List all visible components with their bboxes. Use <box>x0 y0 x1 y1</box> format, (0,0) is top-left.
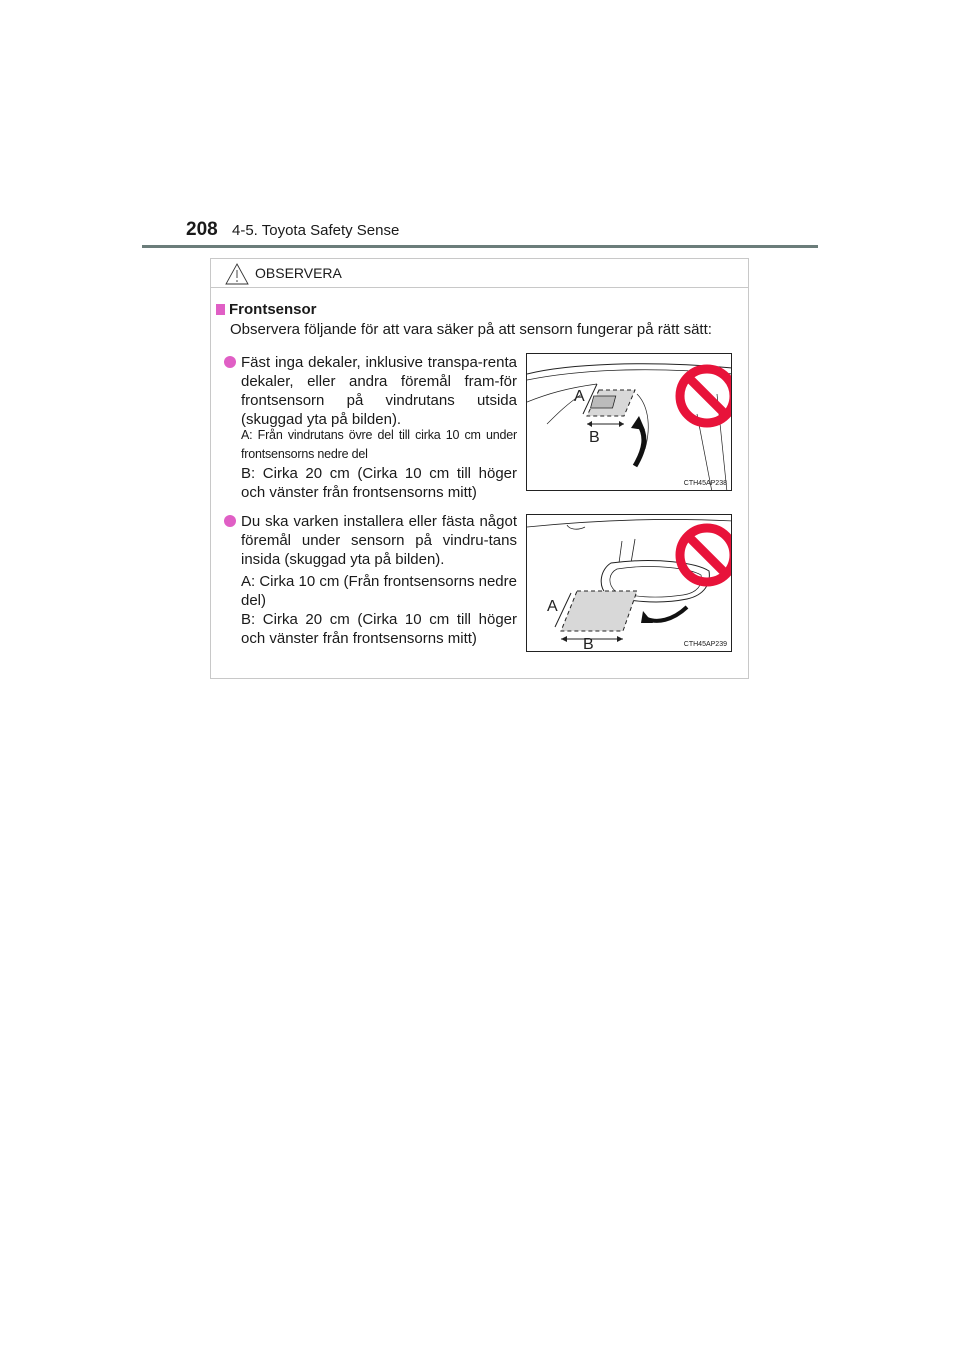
warning-triangle-icon <box>225 263 249 285</box>
caution-box <box>210 258 749 679</box>
heading-square-icon <box>216 304 225 315</box>
section-heading-text: Frontsensor <box>229 301 317 318</box>
item-text: Fäst inga dekaler, inklusive transpa-renta dekaler, eller andra föremål fram-för frontsensorn på vindrutans utsida (skuggad yta på bilden). <box>241 354 517 428</box>
section-heading <box>216 301 317 318</box>
figure-label-a: A <box>547 598 558 615</box>
caution-title: OBSERVERA <box>255 265 342 281</box>
caution-header <box>211 259 748 288</box>
figure-code: CTH45AP238 <box>683 480 727 487</box>
section-title: 4-5. Toyota Safety Sense <box>232 222 400 239</box>
header-rule <box>142 245 818 248</box>
figure-exterior-windshield <box>526 353 732 491</box>
note-a: A: Cirka 10 cm (Från frontsensorns nedre del) <box>241 573 517 609</box>
bullet-icon <box>224 356 236 368</box>
figure-label-a: A <box>574 388 585 405</box>
figure-label-b: B <box>589 429 600 446</box>
note-a: A: Från vindrutans övre del till cirka 10 cm under frontsensorns nedre del <box>241 428 517 461</box>
windshield-exterior-illustration <box>527 354 732 491</box>
bullet-icon <box>224 515 236 527</box>
item-text: Du ska varken installera eller fästa något föremål under sensorn på vindru-tans insida (skuggad yta på bilden). <box>241 513 517 568</box>
note-b: B: Cirka 20 cm (Cirka 10 cm till höger och vänster från frontsensorns mitt) <box>241 465 517 501</box>
figure-label-b: B <box>583 636 594 653</box>
page-header <box>142 218 818 248</box>
windshield-interior-illustration <box>527 515 732 652</box>
page-number: 208 <box>186 219 218 240</box>
note-b: B: Cirka 20 cm (Cirka 10 cm till höger och vänster från frontsensorns mitt) <box>241 611 517 647</box>
intro-text: Observera följande för att vara säker på att sensorn fungerar på rätt sätt: <box>230 321 712 338</box>
figure-code: CTH45AP239 <box>683 641 727 648</box>
figure-interior-windshield <box>526 514 732 652</box>
